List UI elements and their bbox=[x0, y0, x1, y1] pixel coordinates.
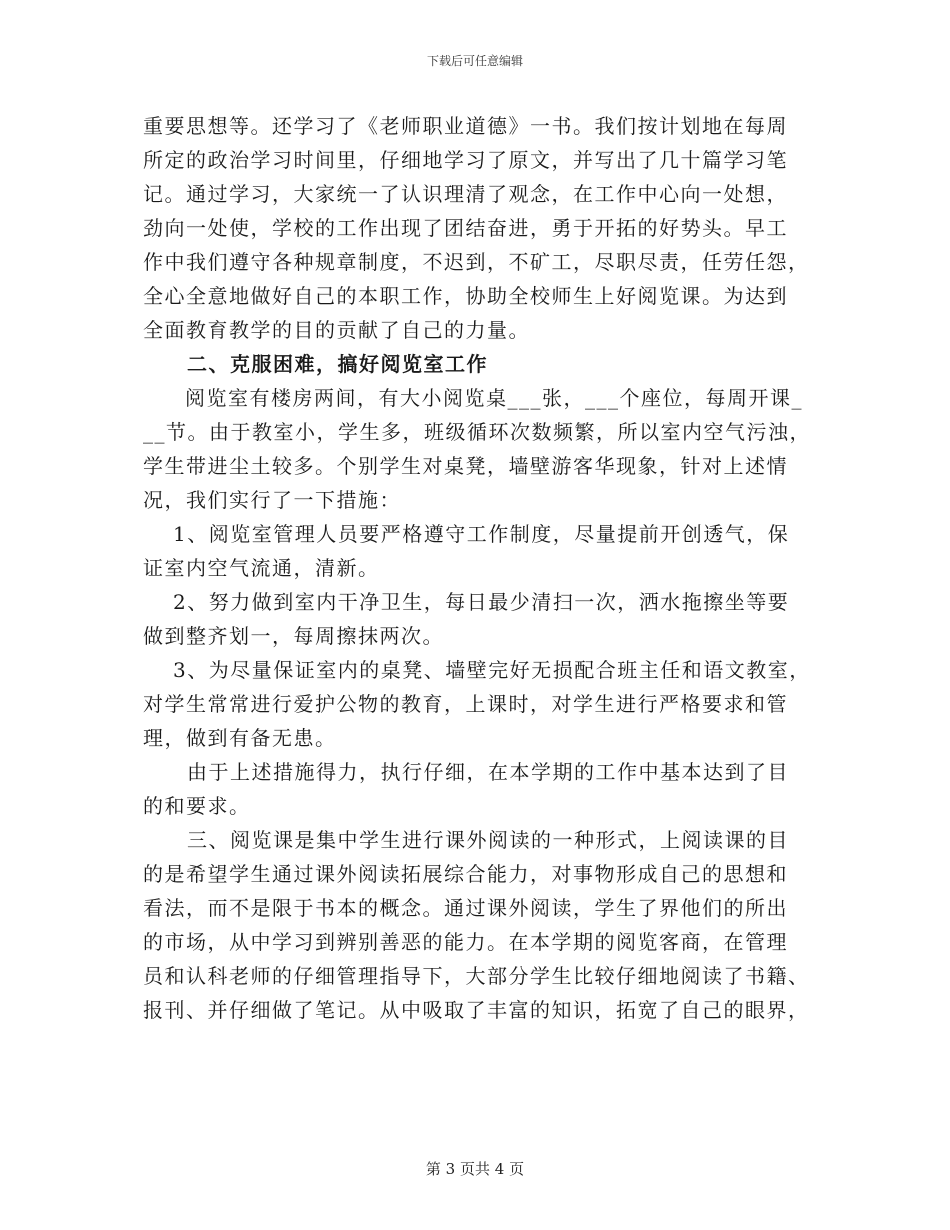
document-body bbox=[143, 109, 811, 1027]
body-line: 重要思想等。还学习了《老师职业道德》一书。我们按计划地在每周 bbox=[143, 114, 788, 138]
section-heading: 二、克服困难，搞好阅览室工作 bbox=[187, 352, 488, 376]
body-line: 员和认科老师的仔细管理指导下，大部分学生比较仔细地阅读了书籍、 bbox=[143, 964, 810, 988]
body-line: 的和要求。 bbox=[143, 794, 251, 818]
body-line: 看法，而不是限于书本的概念。通过课外阅读，学生了界他们的所出 bbox=[143, 896, 788, 920]
body-line: 全心全意地做好自己的本职工作，协助全校师生上好阅览课。为达到 bbox=[143, 284, 788, 308]
body-line: 学生带进尘土较多。个别学生对桌凳，墙壁游客华现象，针对上述情 bbox=[143, 454, 788, 478]
body-line: 全面教育教学的目的贡献了自己的力量。 bbox=[143, 318, 530, 342]
page-number: 第 3 页共 4 页 bbox=[425, 1160, 525, 1178]
body-line: 对学生常常进行爱护公物的教育，上课时，对学生进行严格要求和管 bbox=[143, 692, 788, 716]
body-line: 作中我们遵守各种规章制度，不迟到，不矿工，尽职尽责，任劳任怨， bbox=[143, 250, 810, 274]
list-item: 2、努力做到室内干净卫生，每日最少清扫一次，洒水拖擦坐等要 bbox=[173, 590, 790, 614]
body-line: 劲向一处使，学校的工作出现了团结奋进，勇于开拓的好势头。早工 bbox=[143, 216, 788, 240]
body-line: 理，做到有备无患。 bbox=[143, 726, 337, 750]
body-line: 的是希望学生通过课外阅读拓展综合能力，对事物形成自己的思想和 bbox=[143, 862, 788, 886]
list-item: 3、为尽量保证室内的桌凳、墙壁完好无损配合班主任和语文教室， bbox=[173, 658, 811, 682]
body-line: 所定的政治学习时间里，仔细地学习了原文，并写出了几十篇学习笔 bbox=[143, 148, 788, 172]
body-line: 证室内空气流通，清新。 bbox=[143, 556, 380, 580]
body-line: 况，我们实行了一下措施： bbox=[143, 488, 401, 512]
body-line: 报刊、并仔细做了笔记。从中吸取了丰富的知识，拓宽了自己的眼界， bbox=[143, 998, 810, 1022]
body-line: 做到整齐划一，每周擦抹两次。 bbox=[143, 624, 444, 648]
body-line: 阅览室有楼房两间，有大小阅览桌___张，___个座位，每周开课_ bbox=[185, 386, 803, 410]
body-line: 记。通过学习，大家统一了认识理清了观念，在工作中心向一处想， bbox=[143, 182, 788, 206]
body-line: __节。由于教室小，学生多，班级循环次数频繁，所以室内空气污浊， bbox=[143, 420, 811, 444]
page-header: 下载后可任意编辑 bbox=[426, 54, 523, 68]
body-line: 由于上述措施得力，执行仔细，在本学期的工作中基本达到了目 bbox=[187, 760, 789, 784]
list-item: 1、阅览室管理人员要严格遵守工作制度，尽量提前开创透气，保 bbox=[173, 522, 790, 546]
body-line: 的市场，从中学习到辨别善恶的能力。在本学期的阅览客商，在管理 bbox=[143, 930, 788, 954]
section-paragraph-start: 三、阅览课是集中学生进行课外阅读的一种形式，上阅读课的目 bbox=[187, 828, 789, 852]
